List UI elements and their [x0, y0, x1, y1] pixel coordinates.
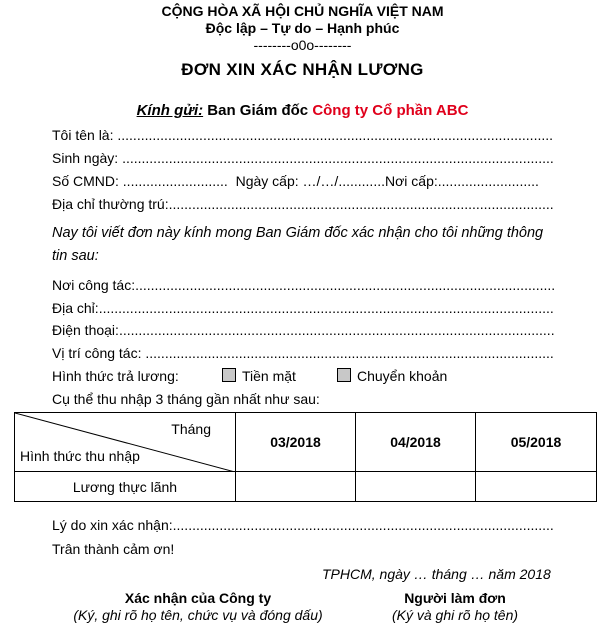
national-title: CỘNG HÒA XÃ HỘI CHỦ NGHĨA VIỆT NAM	[161, 3, 444, 19]
salary-cell-3[interactable]	[476, 472, 597, 502]
recipient-company: Công ty Cổ phần ABC	[312, 102, 469, 119]
reason-dots	[173, 517, 554, 533]
pay-cash-label: Tiền mặt	[242, 368, 296, 384]
table-corner-cell	[15, 413, 236, 472]
issue-place-dots[interactable]	[438, 173, 540, 189]
workplace-dots	[135, 277, 554, 293]
request-text: Nay tôi viết đơn này kính mong Ban Giám đốc xác nhận cho tôi những thông	[52, 225, 544, 241]
applicant-sign-title: Người làm đơn	[404, 590, 506, 606]
applicant-sign-note: (Ký và ghi rõ họ tên)	[391, 607, 519, 623]
month-header-3: 05/2018	[476, 413, 597, 472]
company-sign-title: Xác nhận của Công ty	[124, 590, 272, 606]
recipient-label: Kính gửi:	[136, 102, 204, 119]
workplace-field[interactable]	[52, 277, 554, 293]
position-label: Vị trí công tác:	[52, 345, 142, 361]
work-address-label: Địa chỉ:	[52, 300, 99, 316]
document-title: ĐƠN XIN XÁC NHẬN LƯƠNG	[181, 60, 424, 79]
table-row	[15, 472, 597, 502]
transfer-checkbox[interactable]	[337, 368, 351, 382]
address-field[interactable]	[52, 196, 554, 212]
corner-income-label: Hình thức thu nhập	[20, 448, 140, 464]
phone-dots	[119, 322, 554, 338]
position-field[interactable]	[52, 345, 554, 361]
name-dots	[117, 127, 554, 143]
pay-transfer-option[interactable]	[337, 368, 447, 384]
header-separator: --------o0o--------	[253, 37, 352, 53]
recipient-line	[0, 102, 605, 119]
phone-label: Điện thoại:	[52, 322, 119, 338]
work-address-dots	[99, 300, 554, 316]
address-dots	[169, 196, 554, 212]
month-header-1: 03/2018	[236, 413, 356, 472]
income-intro: Cụ thể thu nhập 3 tháng gần nhất như sau:	[52, 391, 320, 407]
row-label: Lương thực lãnh	[15, 472, 236, 502]
id-label: Số CMND:	[52, 173, 119, 189]
id-dots[interactable]: ...........................	[122, 173, 228, 189]
birth-label: Sinh ngày:	[52, 150, 119, 166]
date-line: TPHCM, ngày … tháng … năm 2018	[322, 566, 551, 582]
issue-date-dots[interactable]: ............	[338, 173, 385, 189]
birth-field[interactable]	[52, 150, 554, 166]
position-dots	[145, 345, 554, 361]
workplace-label: Nơi công tác:	[52, 277, 136, 293]
issue-place-label: Nơi cấp:	[385, 173, 438, 189]
salary-cell-2[interactable]	[356, 472, 476, 502]
name-field[interactable]	[52, 127, 554, 143]
reason-field[interactable]	[52, 517, 554, 533]
thanks-text: Trân thành cảm ơn!	[52, 541, 175, 557]
income-table	[14, 412, 597, 502]
salary-cell-1[interactable]	[236, 472, 356, 502]
id-row	[52, 173, 540, 189]
phone-field[interactable]	[52, 322, 554, 338]
pay-method-label: Hình thức trả lương:	[52, 368, 179, 384]
recipient-text: Ban Giám đốc	[203, 102, 313, 119]
birth-dots	[122, 150, 554, 166]
pay-transfer-label: Chuyển khoản	[357, 368, 448, 384]
name-label: Tôi tên là:	[52, 127, 114, 143]
pay-cash-option[interactable]	[222, 368, 296, 384]
request-text-cont: tin sau:	[52, 248, 99, 264]
company-sign-note: (Ký, ghi rõ họ tên, chức vụ và đóng dấu)	[73, 607, 323, 623]
national-motto: Độc lập – Tự do – Hạnh phúc	[205, 20, 400, 36]
cash-checkbox[interactable]	[222, 368, 236, 382]
issue-date-label: Ngày cấp: …/…/	[235, 173, 339, 189]
work-address-field[interactable]	[52, 300, 554, 316]
reason-label: Lý do xin xác nhận:	[52, 517, 173, 533]
corner-month-label: Tháng	[171, 421, 211, 437]
address-label: Địa chỉ thường trú:	[52, 196, 169, 212]
month-header-2: 04/2018	[356, 413, 476, 472]
